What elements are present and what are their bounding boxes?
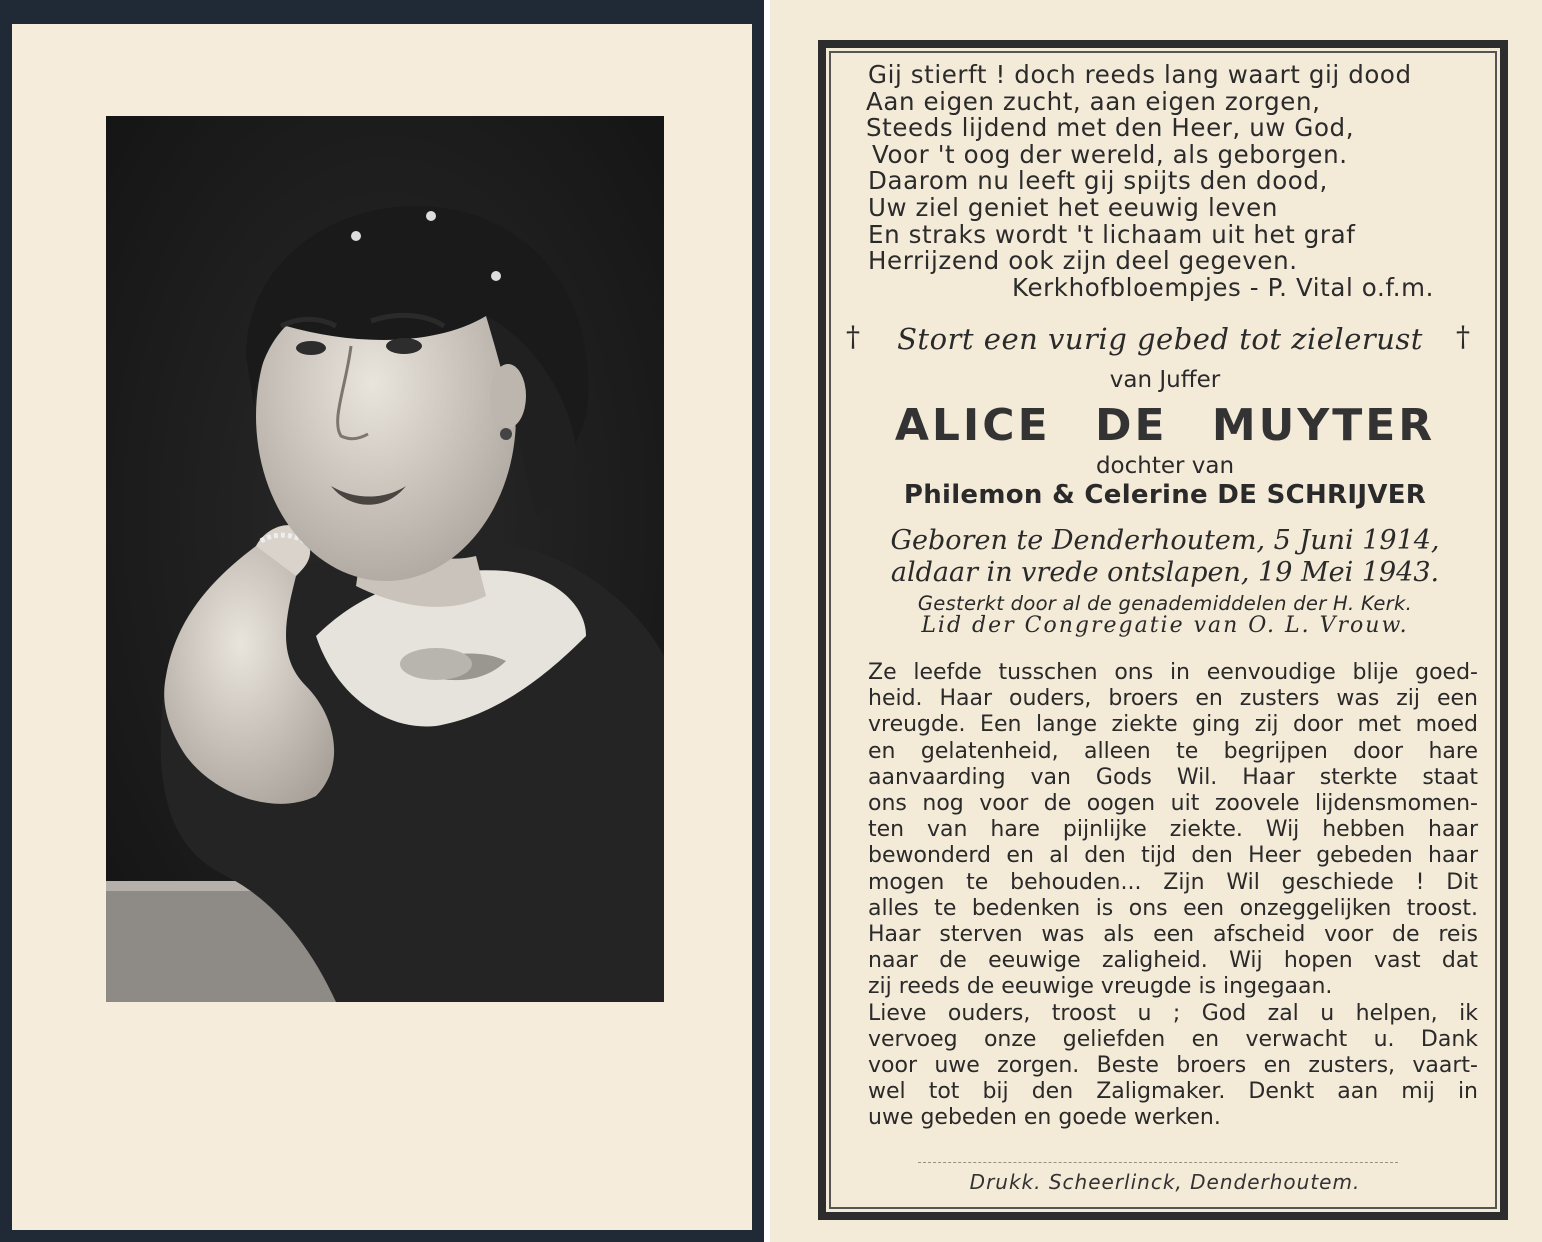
printer-credit: Drukk. Scheerlinck, Denderhoutem. — [969, 1170, 1361, 1194]
body-line: Ze leefde tusschen ons in eenvoudige blije goed- — [868, 660, 1478, 685]
portrait-photo — [106, 116, 664, 1002]
body-line: wel tot bij den Zaligmaker. Denkt aan mij in — [868, 1079, 1478, 1105]
death-line: aldaar in vrede ontslapen, 19 Mei 1943. — [890, 557, 1440, 588]
body-line: vervoeg onze geliefden en verwacht u. Dank — [868, 1026, 1478, 1052]
body-line: naar de eeuwige zaligheid. Wij hopen vast dat — [868, 948, 1478, 974]
divider — [918, 1162, 1398, 1163]
cross-icon: † — [1456, 320, 1470, 353]
body-line: heid. Haar ouders, broers en zusters was zij een — [868, 686, 1478, 712]
body-line: bewonderd en al den tijd den Heer gebeden haar — [868, 843, 1478, 869]
poem-line: Daarom nu leeft gij spijts den dood, — [868, 166, 1328, 196]
daughter-of-label: dochter van — [1095, 453, 1235, 479]
memorial-text-card — [770, 0, 1542, 1242]
body-line: ten van hare pijnlijke ziekte. Wij hebben haar — [868, 817, 1478, 843]
body-line: aanvaarding van Gods Wil. Haar sterkte staat — [868, 764, 1478, 790]
body-line: Haar sterven was als een afscheid voor de reis — [868, 922, 1478, 948]
cross-icon: † — [846, 320, 860, 353]
poem-line: En straks wordt 't lichaam uit het graf — [868, 219, 1356, 249]
poem-line: Aan eigen zucht, aan eigen zorgen, — [866, 86, 1321, 116]
portrait-illustration — [106, 116, 664, 1002]
title-prefix: van Juffer — [1109, 367, 1221, 393]
body-line: mogen te behouden... Zijn Wil geschiede ! Dit — [868, 869, 1478, 895]
poem-attribution: Kerkhofbloempjes - P. Vital o.f.m. — [1012, 272, 1435, 302]
body-line: ons nog voor de oogen uit zoovele lijdensmomen- — [868, 791, 1478, 817]
body-line: voor uwe zorgen. Beste broers en zusters, vaart- — [868, 1053, 1478, 1079]
parents-names: Philemon & Celerine DE SCHRIJVER — [903, 480, 1427, 510]
poem — [868, 62, 1488, 301]
poem-line: Voor 't oog der wereld, als geborgen. — [872, 139, 1348, 169]
photo-card — [0, 0, 764, 1242]
sacraments-line: Gesterkt door al de genademiddelen der H. Kerk. — [917, 592, 1413, 615]
memorial-body-text — [868, 660, 1478, 1132]
body-line: Lieve ouders, troost u ; God zal u helpen, ik — [868, 1000, 1478, 1026]
prayer-text: Stort een vurig gebed tot zielerust — [897, 322, 1423, 356]
poem-line: Herrijzend ook zijn deel gegeven. — [868, 246, 1298, 276]
poem-line: Gij stierft ! doch reeds lang waart gij dood — [868, 60, 1412, 89]
body-line: zij reeds de eeuwige vreugde is ingegaan. — [868, 974, 1333, 1000]
birth-line: Geboren te Denderhoutem, 5 Juni 1914, — [890, 525, 1440, 556]
body-line: alles te bedenken is ons een onzeggelijken troost. — [868, 895, 1478, 921]
poem-line: Steeds lijdend met den Heer, uw God, — [866, 113, 1355, 143]
membership-line: Lid der Congregatie van O. L. Vrouw. — [921, 613, 1409, 638]
poem-line: Uw ziel geniet het eeuwig leven — [868, 192, 1278, 222]
body-line: vreugde. Een lange ziekte ging zij door met moed — [868, 712, 1478, 738]
body-line: en gelatenheid, alleen te begrijpen door hare — [868, 738, 1478, 764]
body-line: uwe gebeden en goede werken. — [868, 1105, 1221, 1131]
deceased-name: ALICE DE MUYTER — [894, 400, 1436, 451]
prayer-heading — [846, 320, 1470, 360]
photo-card-mat — [12, 24, 752, 1230]
